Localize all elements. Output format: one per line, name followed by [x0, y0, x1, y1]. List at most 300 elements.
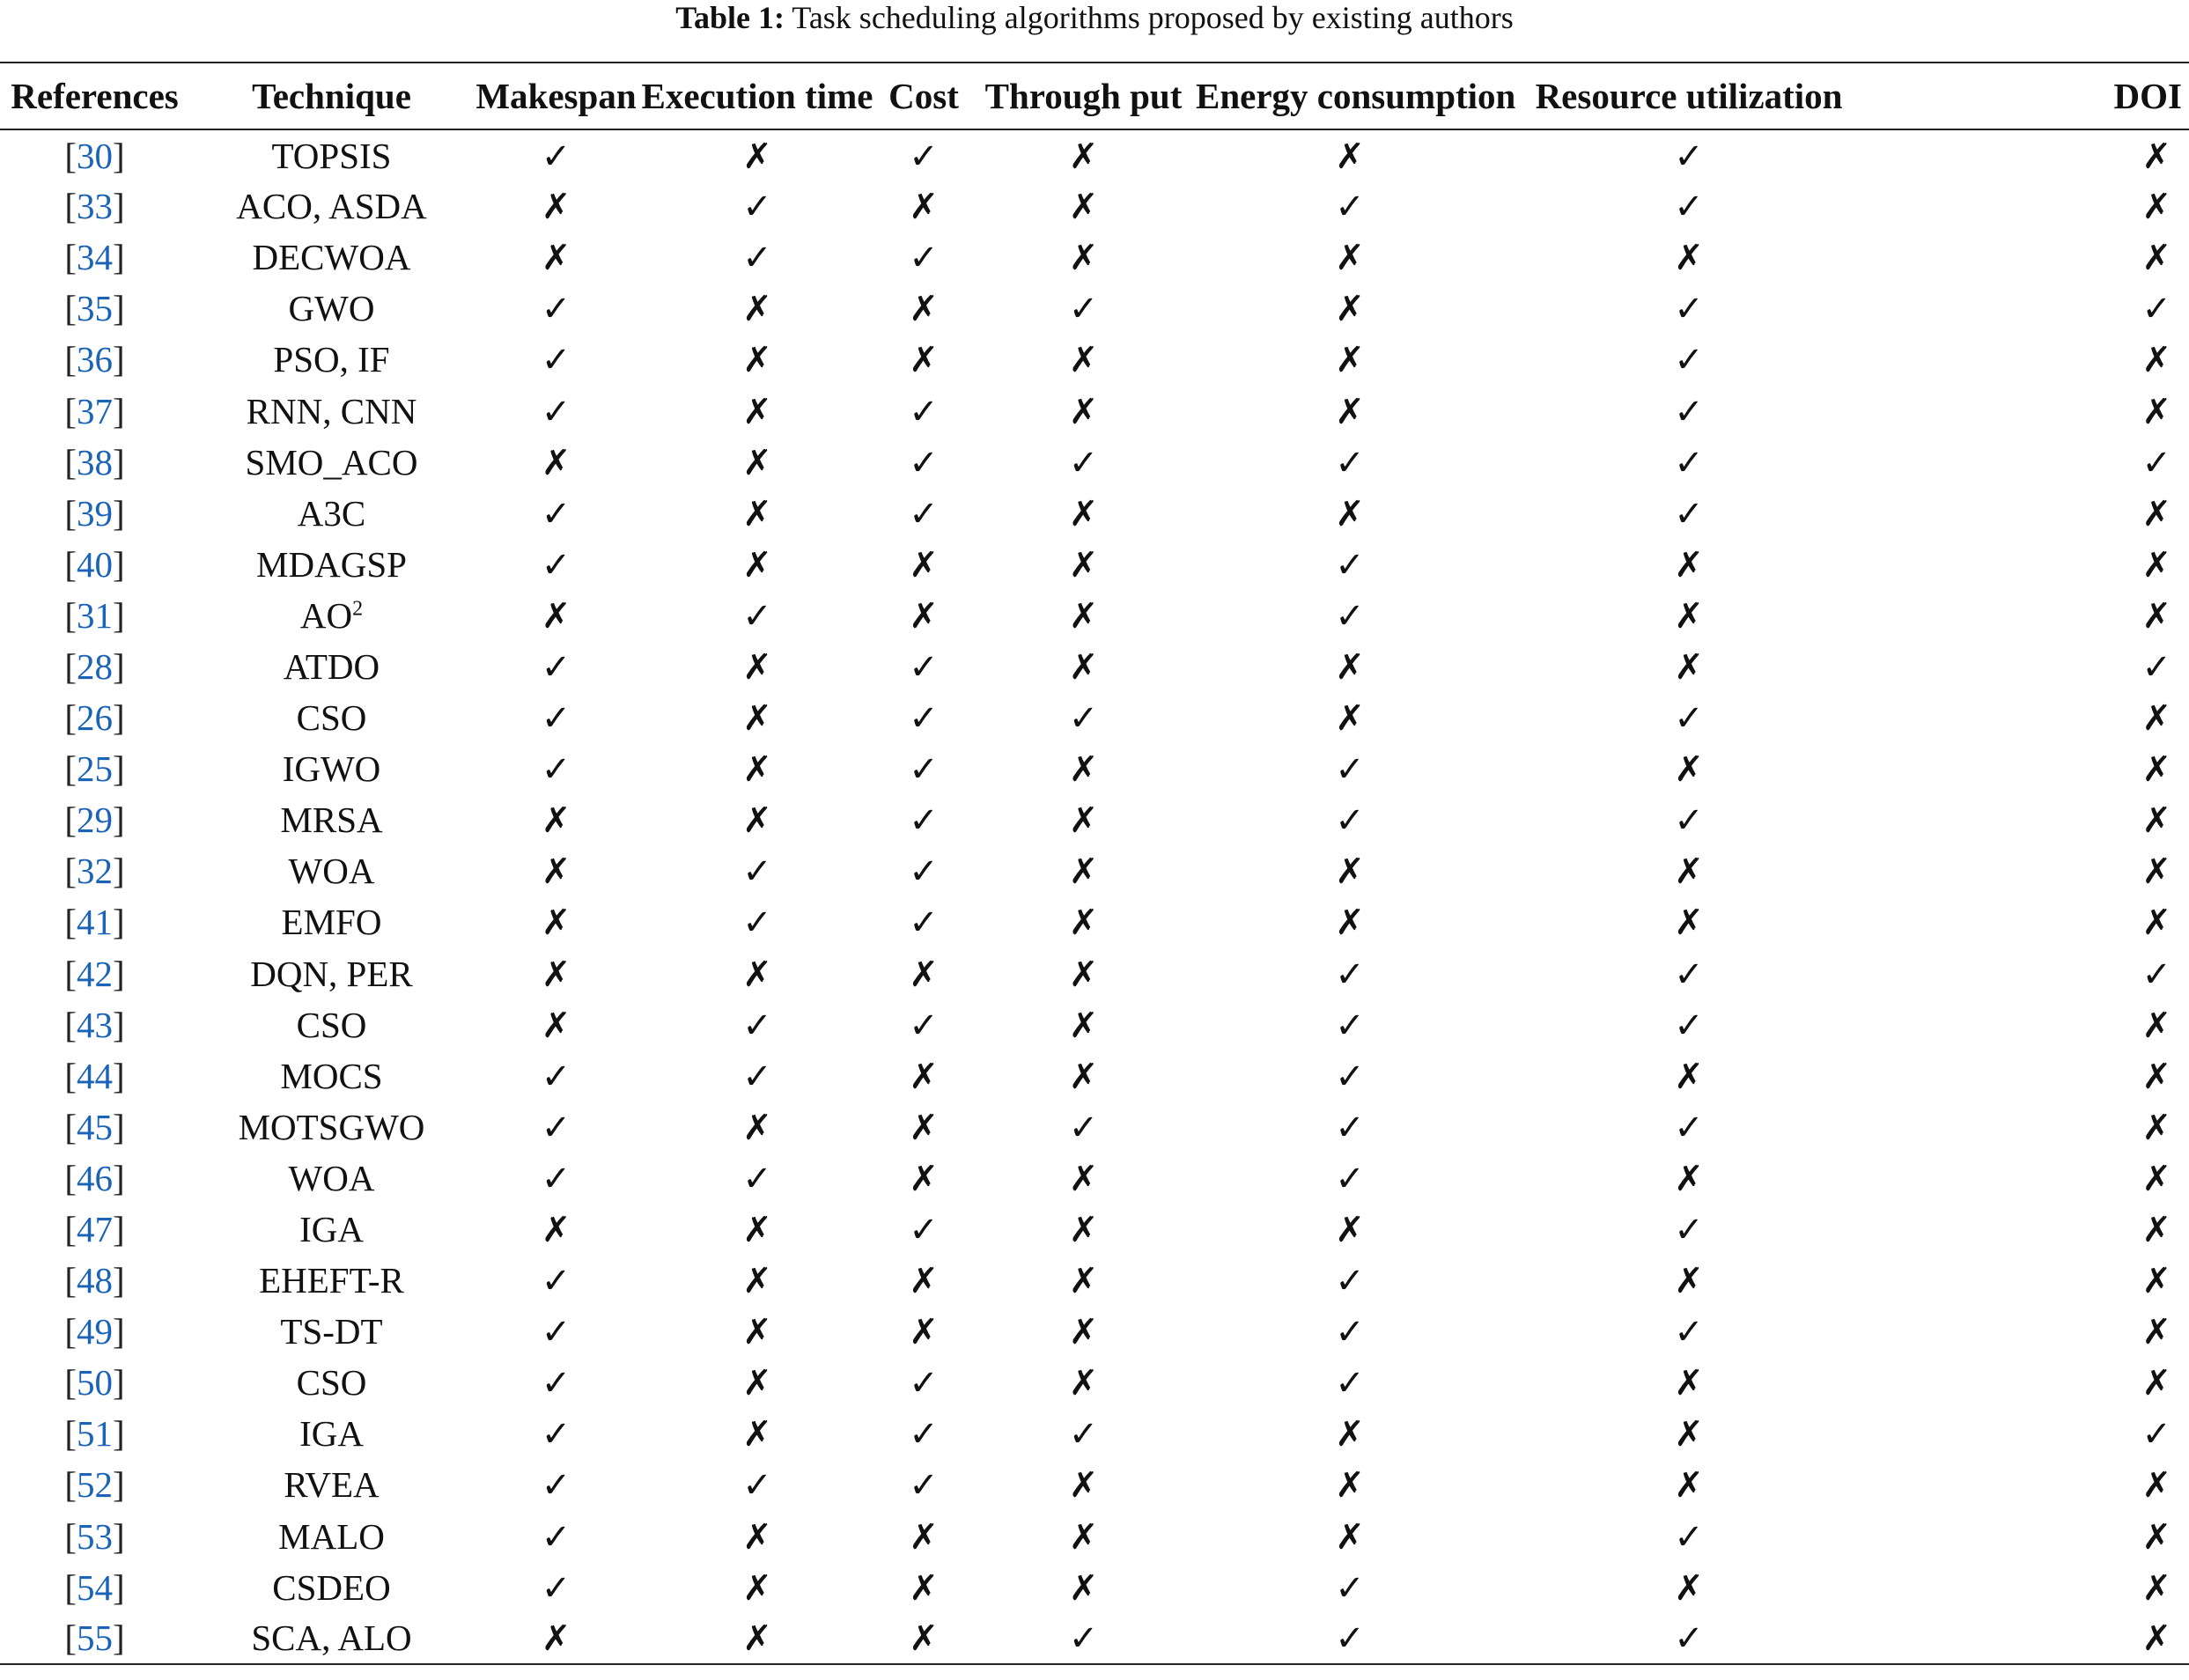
- cross-icon: ✗: [1335, 391, 1365, 432]
- cross-icon: ✗: [742, 749, 772, 791]
- energy-consumption-cell: [1196, 1511, 1504, 1562]
- reference-cell: [31]: [64, 594, 125, 636]
- reference-cell: [48]: [64, 1260, 125, 1301]
- check-icon: ✓: [909, 1465, 939, 1507]
- makespan-cell: [474, 999, 638, 1050]
- check-icon: ✓: [742, 1465, 772, 1507]
- technique-cell: [189, 1204, 474, 1255]
- cross-icon: ✗: [909, 187, 939, 228]
- cost-cell: [876, 488, 971, 539]
- execution-time-cell: [638, 1459, 876, 1510]
- makespan-cell: [474, 590, 638, 641]
- cross-icon: ✗: [1068, 954, 1099, 995]
- cross-icon: ✗: [541, 595, 571, 637]
- reference-link[interactable]: 34: [77, 237, 113, 278]
- cross-icon: ✗: [1068, 1363, 1099, 1404]
- reference-link[interactable]: 44: [77, 1055, 113, 1096]
- reference-link[interactable]: 33: [77, 186, 113, 227]
- technique-label: ACO, ASDA: [236, 186, 427, 227]
- execution-time-cell: [638, 794, 876, 845]
- check-icon: ✓: [541, 1261, 571, 1302]
- energy-consumption-cell: [1196, 896, 1504, 947]
- check-icon: ✓: [541, 340, 571, 381]
- check-icon: ✓: [2141, 442, 2171, 483]
- makespan-cell: [474, 488, 638, 539]
- cross-icon: ✗: [1068, 903, 1099, 944]
- reference-link[interactable]: 38: [77, 441, 113, 483]
- technique-cell: [189, 1153, 474, 1204]
- cross-icon: ✗: [1674, 595, 1704, 637]
- cross-icon: ✗: [2141, 1516, 2171, 1558]
- energy-consumption-cell: [1196, 1357, 1504, 1408]
- doi-cell: [1874, 999, 2189, 1050]
- cost-cell: [876, 896, 971, 947]
- energy-consumption-cell: [1196, 1153, 1504, 1204]
- check-icon: ✓: [909, 391, 939, 432]
- check-icon: ✓: [541, 391, 571, 432]
- reference-cell: [53]: [64, 1515, 125, 1557]
- cross-icon: ✗: [2141, 749, 2171, 791]
- cross-icon: ✗: [909, 1567, 939, 1609]
- table-row: [0, 692, 2189, 743]
- execution-time-cell: [638, 1255, 876, 1306]
- cross-icon: ✗: [1674, 1363, 1704, 1404]
- cross-icon: ✗: [2141, 1005, 2171, 1046]
- cross-icon: ✗: [909, 289, 939, 330]
- reference-link[interactable]: 46: [77, 1157, 113, 1198]
- cross-icon: ✗: [1068, 1210, 1099, 1251]
- technique-cell: [189, 1050, 474, 1102]
- throughput-cell: [971, 1050, 1196, 1102]
- execution-time-cell: [638, 1204, 876, 1255]
- check-icon: ✓: [909, 800, 939, 842]
- table-row: [0, 539, 2189, 590]
- header-cost: Cost: [876, 63, 971, 129]
- energy-consumption-cell: [1196, 641, 1504, 692]
- reference-cell: [42]: [64, 953, 125, 994]
- technique-label: AO: [299, 594, 353, 636]
- check-icon: ✓: [1674, 1516, 1704, 1558]
- doi-cell: [1874, 948, 2189, 999]
- energy-consumption-cell: [1196, 1102, 1504, 1153]
- technique-label: EMFO: [281, 902, 382, 943]
- resource-utilization-cell: [1504, 1562, 1874, 1613]
- technique-label: CSO: [296, 697, 367, 739]
- doi-cell: [1874, 1306, 2189, 1357]
- table-row: [0, 437, 2189, 488]
- technique-cell: [189, 845, 474, 896]
- doi-cell: [1874, 1204, 2189, 1255]
- check-icon: ✓: [541, 1567, 571, 1609]
- makespan-cell: [474, 1102, 638, 1153]
- check-icon: ✓: [909, 749, 939, 791]
- makespan-cell: [474, 283, 638, 334]
- cross-icon: ✗: [1674, 1261, 1704, 1302]
- technique-cell: [189, 896, 474, 947]
- reference-link[interactable]: 54: [77, 1566, 113, 1608]
- execution-time-cell: [638, 641, 876, 692]
- technique-label: WOA: [288, 1157, 375, 1198]
- reference-link[interactable]: 41: [77, 902, 113, 943]
- reference-link[interactable]: 39: [77, 492, 113, 534]
- reference-link[interactable]: 35: [77, 288, 113, 329]
- check-icon: ✓: [1335, 1567, 1365, 1609]
- doi-cell: [1874, 641, 2189, 692]
- cross-icon: ✗: [742, 1567, 772, 1609]
- energy-consumption-cell: [1196, 1255, 1504, 1306]
- reference-link[interactable]: 43: [77, 1004, 113, 1045]
- technique-label: CSDEO: [272, 1566, 391, 1608]
- technique-label: DECWOA: [252, 237, 411, 278]
- cross-icon: ✗: [541, 238, 571, 279]
- reference-link[interactable]: 45: [77, 1106, 113, 1147]
- throughput-cell: [971, 999, 1196, 1050]
- table-row: [0, 1102, 2189, 1153]
- check-icon: ✓: [541, 1158, 571, 1199]
- reference-link[interactable]: 52: [77, 1464, 113, 1506]
- technique-label: CSO: [296, 1362, 367, 1404]
- technique-cell: [189, 1562, 474, 1613]
- cost-cell: [876, 845, 971, 896]
- resource-utilization-cell: [1504, 1050, 1874, 1102]
- reference-cell: [25]: [64, 748, 125, 790]
- table-row: [0, 999, 2189, 1050]
- resource-utilization-cell: [1504, 794, 1874, 845]
- check-icon: ✓: [1674, 1005, 1704, 1046]
- resource-utilization-cell: [1504, 1204, 1874, 1255]
- technique-label: ATDO: [283, 645, 380, 687]
- throughput-cell: [971, 641, 1196, 692]
- check-icon: ✓: [2141, 289, 2171, 330]
- reference-cell: [28]: [64, 645, 125, 687]
- cross-icon: ✗: [1068, 340, 1099, 381]
- cross-icon: ✗: [2141, 1363, 2171, 1404]
- throughput-cell: [971, 129, 1196, 181]
- resource-utilization-cell: [1504, 999, 1874, 1050]
- technique-label: MOTSGWO: [238, 1106, 425, 1147]
- reference-link[interactable]: 40: [77, 543, 113, 585]
- throughput-cell: [971, 1102, 1196, 1153]
- reference-link[interactable]: 29: [77, 799, 113, 841]
- check-icon: ✓: [1674, 289, 1704, 330]
- makespan-cell: [474, 334, 638, 385]
- cross-icon: ✗: [1068, 1056, 1099, 1097]
- header-row: [0, 63, 2189, 129]
- technique-cell: [189, 1102, 474, 1153]
- reference-cell: [38]: [64, 441, 125, 483]
- resource-utilization-cell: [1504, 590, 1874, 641]
- doi-cell: [1874, 129, 2189, 181]
- cross-icon: ✗: [2141, 136, 2171, 177]
- header-doi: DOI: [1874, 63, 2189, 129]
- technique-cell: [189, 283, 474, 334]
- check-icon: ✓: [909, 238, 939, 279]
- resource-utilization-cell: [1504, 1102, 1874, 1153]
- technique-cell: [189, 1511, 474, 1562]
- energy-consumption-cell: [1196, 794, 1504, 845]
- makespan-cell: [474, 1459, 638, 1510]
- reference-cell: [37]: [64, 390, 125, 431]
- cross-icon: ✗: [1674, 1056, 1704, 1097]
- cross-icon: ✗: [742, 1618, 772, 1660]
- technique-cell: [189, 692, 474, 743]
- cross-icon: ✗: [1335, 238, 1365, 279]
- cross-icon: ✗: [1068, 136, 1099, 177]
- energy-consumption-cell: [1196, 283, 1504, 334]
- technique-cell: [189, 539, 474, 590]
- reference-cell: [33]: [64, 186, 125, 227]
- table-row: [0, 948, 2189, 999]
- technique-cell: [189, 999, 474, 1050]
- reference-link[interactable]: 55: [77, 1617, 113, 1659]
- check-icon: ✓: [1674, 1312, 1704, 1353]
- execution-time-cell: [638, 334, 876, 385]
- execution-time-cell: [638, 845, 876, 896]
- technique-label: MALO: [278, 1515, 385, 1557]
- cross-icon: ✗: [2141, 1567, 2171, 1609]
- makespan-cell: [474, 794, 638, 845]
- reference-link[interactable]: 53: [77, 1515, 113, 1557]
- throughput-cell: [971, 181, 1196, 232]
- technique-superscript: 2: [352, 597, 364, 621]
- technique-label: CSO: [296, 1004, 367, 1045]
- table-row: [0, 1153, 2189, 1204]
- cross-icon: ✗: [2141, 1158, 2171, 1199]
- cross-icon: ✗: [742, 136, 772, 177]
- throughput-cell: [971, 845, 1196, 896]
- technique-cell: [189, 1357, 474, 1408]
- reference-link[interactable]: 47: [77, 1209, 113, 1250]
- resource-utilization-cell: [1504, 1408, 1874, 1459]
- resource-utilization-cell: [1504, 948, 1874, 999]
- cross-icon: ✗: [909, 1107, 939, 1148]
- table-caption-text: Task scheduling algorithms proposed by existing authors: [792, 0, 1514, 35]
- check-icon: ✓: [541, 1465, 571, 1507]
- cross-icon: ✗: [1674, 903, 1704, 944]
- technique-label: DQN, PER: [250, 953, 413, 994]
- cross-icon: ✗: [541, 800, 571, 842]
- check-icon: ✓: [1068, 1618, 1099, 1660]
- resource-utilization-cell: [1504, 437, 1874, 488]
- check-icon: ✓: [909, 903, 939, 944]
- technique-label: PSO, IF: [273, 339, 390, 380]
- cost-cell: [876, 1511, 971, 1562]
- throughput-cell: [971, 743, 1196, 794]
- execution-time-cell: [638, 385, 876, 436]
- energy-consumption-cell: [1196, 845, 1504, 896]
- check-icon: ✓: [541, 289, 571, 330]
- cross-icon: ✗: [541, 187, 571, 228]
- reference-link[interactable]: 26: [77, 697, 113, 739]
- check-icon: ✓: [2141, 954, 2171, 995]
- cross-icon: ✗: [1674, 1158, 1704, 1199]
- technique-label: MOCS: [280, 1055, 383, 1096]
- reference-link[interactable]: 37: [77, 390, 113, 431]
- table-caption: [0, 0, 2189, 35]
- throughput-cell: [971, 437, 1196, 488]
- check-icon: ✓: [742, 1056, 772, 1097]
- technique-cell: [189, 1255, 474, 1306]
- cross-icon: ✗: [1068, 1567, 1099, 1609]
- execution-time-cell: [638, 539, 876, 590]
- cross-icon: ✗: [2141, 493, 2171, 534]
- doi-cell: [1874, 590, 2189, 641]
- reference-cell: [35]: [64, 288, 125, 329]
- technique-label: RVEA: [284, 1464, 380, 1506]
- cost-cell: [876, 181, 971, 232]
- reference-link[interactable]: 51: [77, 1413, 113, 1455]
- energy-consumption-cell: [1196, 1459, 1504, 1510]
- doi-cell: [1874, 1255, 2189, 1306]
- throughput-cell: [971, 1613, 1196, 1664]
- cross-icon: ✗: [742, 493, 772, 534]
- cross-icon: ✗: [1674, 1465, 1704, 1507]
- cross-icon: ✗: [2141, 340, 2171, 381]
- cost-cell: [876, 794, 971, 845]
- execution-time-cell: [638, 590, 876, 641]
- makespan-cell: [474, 1204, 638, 1255]
- energy-consumption-cell: [1196, 1613, 1504, 1664]
- doi-cell: [1874, 1511, 2189, 1562]
- cross-icon: ✗: [742, 698, 772, 740]
- cost-cell: [876, 1306, 971, 1357]
- resource-utilization-cell: [1504, 232, 1874, 283]
- cost-cell: [876, 1102, 971, 1153]
- energy-consumption-cell: [1196, 590, 1504, 641]
- header-technique: Technique: [189, 63, 474, 129]
- reference-link[interactable]: 48: [77, 1260, 113, 1301]
- energy-consumption-cell: [1196, 1050, 1504, 1102]
- reference-cell: [34]: [64, 237, 125, 278]
- cross-icon: ✗: [541, 954, 571, 995]
- cross-icon: ✗: [2141, 238, 2171, 279]
- reference-link[interactable]: 50: [77, 1362, 113, 1404]
- check-icon: ✓: [742, 595, 772, 637]
- cross-icon: ✗: [2141, 1312, 2171, 1353]
- cross-icon: ✗: [909, 595, 939, 637]
- cross-icon: ✗: [742, 1312, 772, 1353]
- reference-cell: [43]: [64, 1004, 125, 1045]
- makespan-cell: [474, 1511, 638, 1562]
- execution-time-cell: [638, 437, 876, 488]
- makespan-cell: [474, 1613, 638, 1664]
- cost-cell: [876, 334, 971, 385]
- cross-icon: ✗: [2141, 903, 2171, 944]
- reference-link[interactable]: 31: [77, 594, 113, 636]
- table-row: [0, 743, 2189, 794]
- doi-cell: [1874, 896, 2189, 947]
- check-icon: ✓: [1674, 698, 1704, 740]
- scheduling-table: [0, 62, 2189, 1665]
- technique-cell: [189, 129, 474, 181]
- cross-icon: ✗: [1068, 1516, 1099, 1558]
- cross-icon: ✗: [742, 954, 772, 995]
- table-row: [0, 794, 2189, 845]
- technique-cell: [189, 641, 474, 692]
- execution-time-cell: [638, 1408, 876, 1459]
- energy-consumption-cell: [1196, 1204, 1504, 1255]
- cross-icon: ✗: [2141, 391, 2171, 432]
- table-row: [0, 1357, 2189, 1408]
- table-row: [0, 590, 2189, 641]
- table-body: [0, 129, 2189, 1664]
- doi-cell: [1874, 1357, 2189, 1408]
- reference-link[interactable]: 42: [77, 953, 113, 994]
- reference-cell: [39]: [64, 492, 125, 534]
- table-row: [0, 1613, 2189, 1664]
- cross-icon: ✗: [909, 1618, 939, 1660]
- table-row: [0, 385, 2189, 436]
- cross-icon: ✗: [2141, 1261, 2171, 1302]
- cross-icon: ✗: [909, 544, 939, 586]
- cross-icon: ✗: [1335, 903, 1365, 944]
- makespan-cell: [474, 743, 638, 794]
- reference-link[interactable]: 49: [77, 1311, 113, 1352]
- doi-cell: [1874, 437, 2189, 488]
- reference-link[interactable]: 32: [77, 851, 113, 892]
- technique-cell: [189, 488, 474, 539]
- energy-consumption-cell: [1196, 999, 1504, 1050]
- reference-link[interactable]: 25: [77, 748, 113, 790]
- execution-time-cell: [638, 129, 876, 181]
- doi-cell: [1874, 1050, 2189, 1102]
- check-icon: ✓: [1068, 698, 1099, 740]
- energy-consumption-cell: [1196, 1306, 1504, 1357]
- reference-link[interactable]: 30: [77, 135, 113, 176]
- cross-icon: ✗: [1674, 851, 1704, 893]
- cost-cell: [876, 1255, 971, 1306]
- doi-cell: [1874, 181, 2189, 232]
- check-icon: ✓: [909, 493, 939, 534]
- cross-icon: ✗: [909, 1516, 939, 1558]
- check-icon: ✓: [541, 1107, 571, 1148]
- reference-link[interactable]: 36: [77, 339, 113, 380]
- technique-cell: [189, 794, 474, 845]
- check-icon: ✓: [1335, 1107, 1365, 1148]
- doi-cell: [1874, 334, 2189, 385]
- execution-time-cell: [638, 1613, 876, 1664]
- cross-icon: ✗: [1068, 1158, 1099, 1199]
- cost-cell: [876, 948, 971, 999]
- technique-label: IGWO: [282, 748, 381, 790]
- cost-cell: [876, 1562, 971, 1613]
- check-icon: ✓: [1068, 442, 1099, 483]
- check-icon: ✓: [541, 493, 571, 534]
- check-icon: ✓: [1335, 595, 1365, 637]
- cross-icon: ✗: [541, 851, 571, 893]
- cross-icon: ✗: [909, 1158, 939, 1199]
- reference-link[interactable]: 28: [77, 645, 113, 687]
- makespan-cell: [474, 1408, 638, 1459]
- technique-label: WOA: [288, 851, 375, 892]
- cross-icon: ✗: [1674, 749, 1704, 791]
- throughput-cell: [971, 794, 1196, 845]
- technique-cell: [189, 1408, 474, 1459]
- cost-cell: [876, 999, 971, 1050]
- resource-utilization-cell: [1504, 896, 1874, 947]
- cross-icon: ✗: [1068, 595, 1099, 637]
- check-icon: ✓: [1674, 1618, 1704, 1660]
- execution-time-cell: [638, 1050, 876, 1102]
- reference-cell: [40]: [64, 543, 125, 585]
- doi-cell: [1874, 1613, 2189, 1664]
- check-icon: ✓: [1674, 954, 1704, 995]
- cost-cell: [876, 743, 971, 794]
- makespan-cell: [474, 1050, 638, 1102]
- cross-icon: ✗: [541, 903, 571, 944]
- makespan-cell: [474, 1562, 638, 1613]
- makespan-cell: [474, 437, 638, 488]
